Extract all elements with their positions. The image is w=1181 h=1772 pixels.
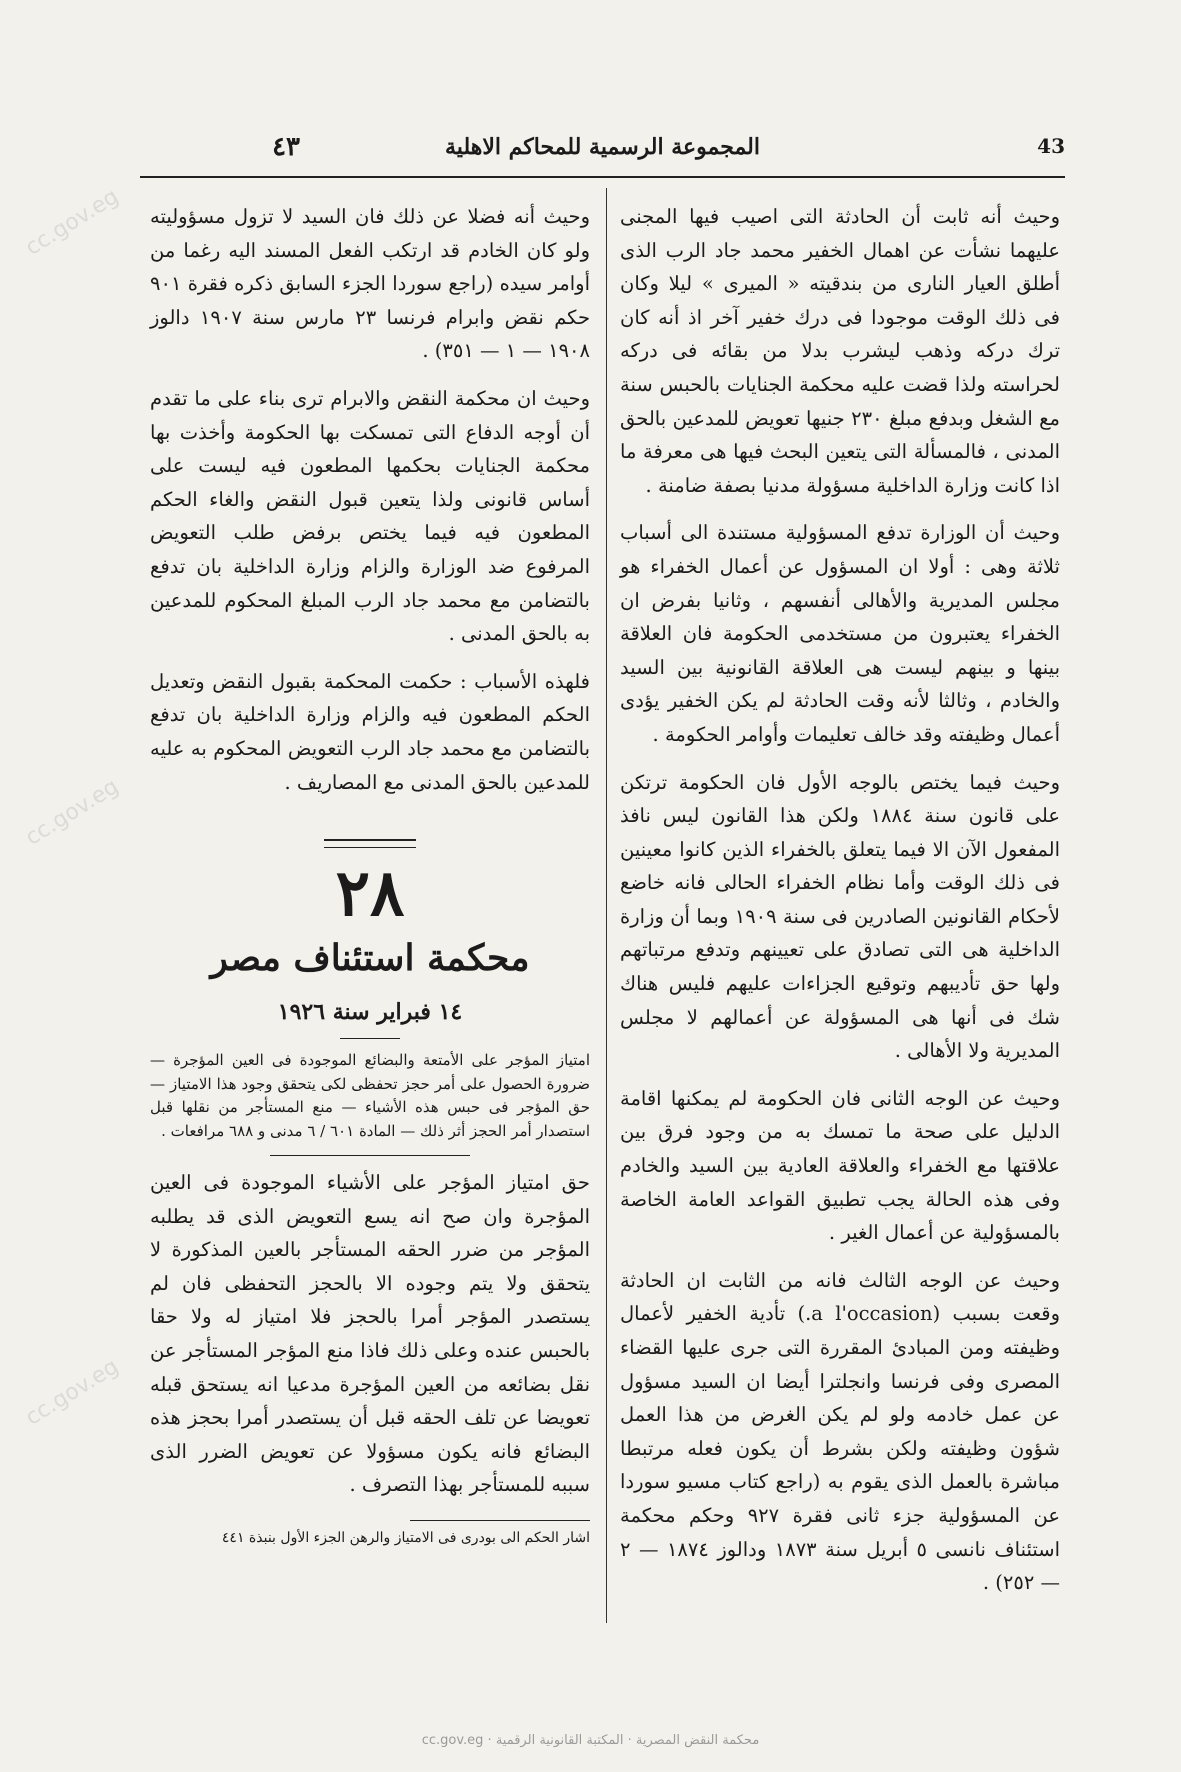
paragraph: وحيث فيما يختص بالوجه الأول فان الحكومة ترتكن على قانون سنة ١٨٨٤ ولكن هذا القانون ليس نافذ المفعول الآن الا فيما يتعلق بالخفراء الذين كانوا معينين فى ذلك الوقت وأما نظام الخفراء الحالى فانه خاضع لأحكام القانونين الصادرين فى سنة ١٩٠٩ وبما أن وزارة الداخلية هى التى تصادق على تعيينهم وتدفع مرتباتهم ولها حق تأديبهم وتوقيع الجزاءات عليهم فليس هناك شك فى أنها هى المسؤولة عن أعمالهم لا مجلس المديرية ولا الأهالى . (620, 770, 1061, 1063)
paragraph: وحيث أنه فضلا عن ذلك فان السيد لا تزول مسؤوليته ولو كان الخادم قد ارتكب الفعل المسند اليه رغما من أوامر سيده (راجع سوردا الجزء السابق ذكره فقرة ٩٠١ حكم نقض وابرام فرنسا ٢٣ مارس سنة ١٩٠٧ دالوز ١٩٠٨ — ١ — ٣٥١) . (150, 205, 590, 363)
paragraph: وحيث ان محكمة النقض والابرام ترى بناء على ما تقدم أن أوجه الدفاع التى تمسكت بها الحكومة وأخذت بها محكمة الجنايات بحكمها المطعون فيه ليست على أساس قانونى ولذا يتعين قبول النقض والغاء الحكم المطعون فيه فيما يختص برفض طلب التعويض المرفوع ضد الوزارة والزام وزارة الداخلية بان تدفع بالتضامن مع محمد جاد الرب المبلغ المحكوم للمدعين به بالحق المدنى . (150, 386, 590, 646)
section-rule-thin (324, 847, 416, 848)
page-header (140, 132, 1065, 168)
case-number: ٢٨ (335, 856, 405, 932)
case-summary: امتياز المؤجر على الأمتعة والبضائع الموجودة فى العين المؤجرة — ضرورة الحصول على أمر حجز تحفظى لكى يتحقق وجود هذا الامتياز — حق المؤجر فى حبس هذه الأشياء — منع المستأجر من نقلها قبل استصدار أمر الحجز أثر ذلك — المادة ٦٠١ / ٦ مدنى و ٦٨٨ مرافعات . (150, 1051, 590, 1140)
case-body: حق امتياز المؤجر على الأشياء الموجودة فى العين المؤجرة وان صح انه يسع التعويض الذى قد يطلبه المؤجر من ضرر الحقه المستأجر بالعين المذكورة لا يتحقق ولا يتم وجوده الا بالحجز التحفظى فان لم يستصدر المؤجر أمرا بالحجز فلا امتياز له ولا حقا بالحبس عنده وعلى ذلك فاذا منع المؤجر المستأجر عن نقل بضائعه من العين المؤجرة مدعيا انه يستحق قبله تعويضا عن تلف الحقه قبل أن يستصدر أمرا بحجز هذه البضائع فانه يكون مسؤولا عن تعويض الضرر الذى سببه للمستأجر بهذا التصرف . (150, 1171, 590, 1497)
watermark-mark: cc.gov.eg (21, 184, 124, 261)
paragraph: فلهذه الأسباب : حكمت المحكمة بقبول النقض وتعديل الحكم المطعون فيه والزام وزارة الداخلية بان تدفع بالتضامن مع محمد جاد الرب التعويض المحكوم به عليه للمدعين بالحق المدنى مع المصاريف . (150, 669, 590, 794)
paragraph: وحيث عن الوجه الثالث فانه من الثابت ان الحادثة وقعت بسبب (a l'occasion.) تأدية الخفير لأعمال وظيفته ومن المبادئ المقررة التى جرى عليها القضاء المصرى وفى فرنسا وانجلترا أيضا ان السيد مسؤول عن عمل خادمه ولو لم يكن الغرض من هذا العمل شؤون وظيفته ولكن بشرط أن يكون فعله مرتبطا مباشرة بالعمل الذى يقوم به (راجع كتاب مسيو سوردا عن المسؤولية جزء ثانى فقرة ٩٢٧ وحكم محكمة استئناف نانسى ٥ أبريل سنة ١٨٧٣ ودالوز ١٨٧٤ — ٢ — ٢٥٢) . (620, 1268, 1060, 1595)
footnote: اشار الحكم الى بودرى فى الامتياز والرهن الجزء الأول بنبذة ٤٤١ (221, 1530, 590, 1547)
running-title: المجموعة الرسمية للمحاكم الاهلية (445, 134, 760, 160)
summary-rule (270, 1155, 470, 1156)
section-rule (324, 839, 416, 841)
watermark-mark: cc.gov.eg (21, 1354, 124, 1431)
paragraph: وحيث أن الوزارة تدفع المسؤولية مستندة الى أسباب ثلاثة وهى : أولا ان المسؤول عن أعمال الخفراء هو مجلس المديرية والأهالى أنفسهم ، وثانيا بفرض ان الخفراء يعتبرون من مستخدمى الحكومة فان العلاقة بينها و بينهم ليست هى العلاقة القانونية بين السيد والخادم ، وثالثا لأنه وقت الحادثة لم يكن الخفير يؤدى أعمال وظيفته وقد خالف تعليمات وأوامر الحكومة . (620, 521, 1060, 746)
paragraph: وحيث أنه ثابت أن الحادثة التى اصيب فيها المجنى عليهما نشأت عن اهمال الخفير محمد جاد الرب الذى أطلق العيار النارى من بندقيته « الميرى » ليلا وكان فى ذلك الوقت موجودا فى درك خفير آخر اذ أنه كان ترك دركه وذهب ليشرب بدلا من بقائه فى دركه لحراسته ولذا قضت عليه محكمة الجنايات بالحبس سنة مع الشغل وبدفع مبلغ ٢٣٠ جنيها تعويض للمدعين بالحق المدنى ، فالمسألة التى يتعين البحث فيها هى معرفة ما اذا كانت وزارة الداخلية مسؤولة مدنيا بصفة ضامنة . (620, 205, 1060, 497)
court-name: محكمة استئناف مصر (210, 937, 530, 980)
case-date: ١٤ فبراير سنة ١٩٢٦ (277, 999, 463, 1026)
page-number-arabic: ٤٣ (272, 132, 300, 162)
page-number-latin: 43 (1037, 134, 1065, 158)
left-column (150, 200, 590, 1549)
header-rule (140, 176, 1065, 178)
site-footer: cc.gov.eg · محكمة النقض المصرية · المكتبة القانونية الرقمية (421, 1733, 760, 1748)
right-column (620, 200, 1060, 1600)
watermark-mark: cc.gov.eg (21, 774, 124, 851)
paragraph: وحيث عن الوجه الثانى فان الحكومة لم يمكنها اقامة الدليل على صحة ما تمسك به من وجود فرق بين علاقتها مع الخفراء والعلاقة العادية بين السيد والخادم وفى هذه الحالة يجب تطبيق القواعد العامة الخاصة بالمسؤولية عن أعمال الغير . (620, 1086, 1060, 1245)
column-divider (606, 188, 607, 1623)
footnote-rule (410, 1520, 590, 1521)
date-rule (340, 1038, 400, 1039)
